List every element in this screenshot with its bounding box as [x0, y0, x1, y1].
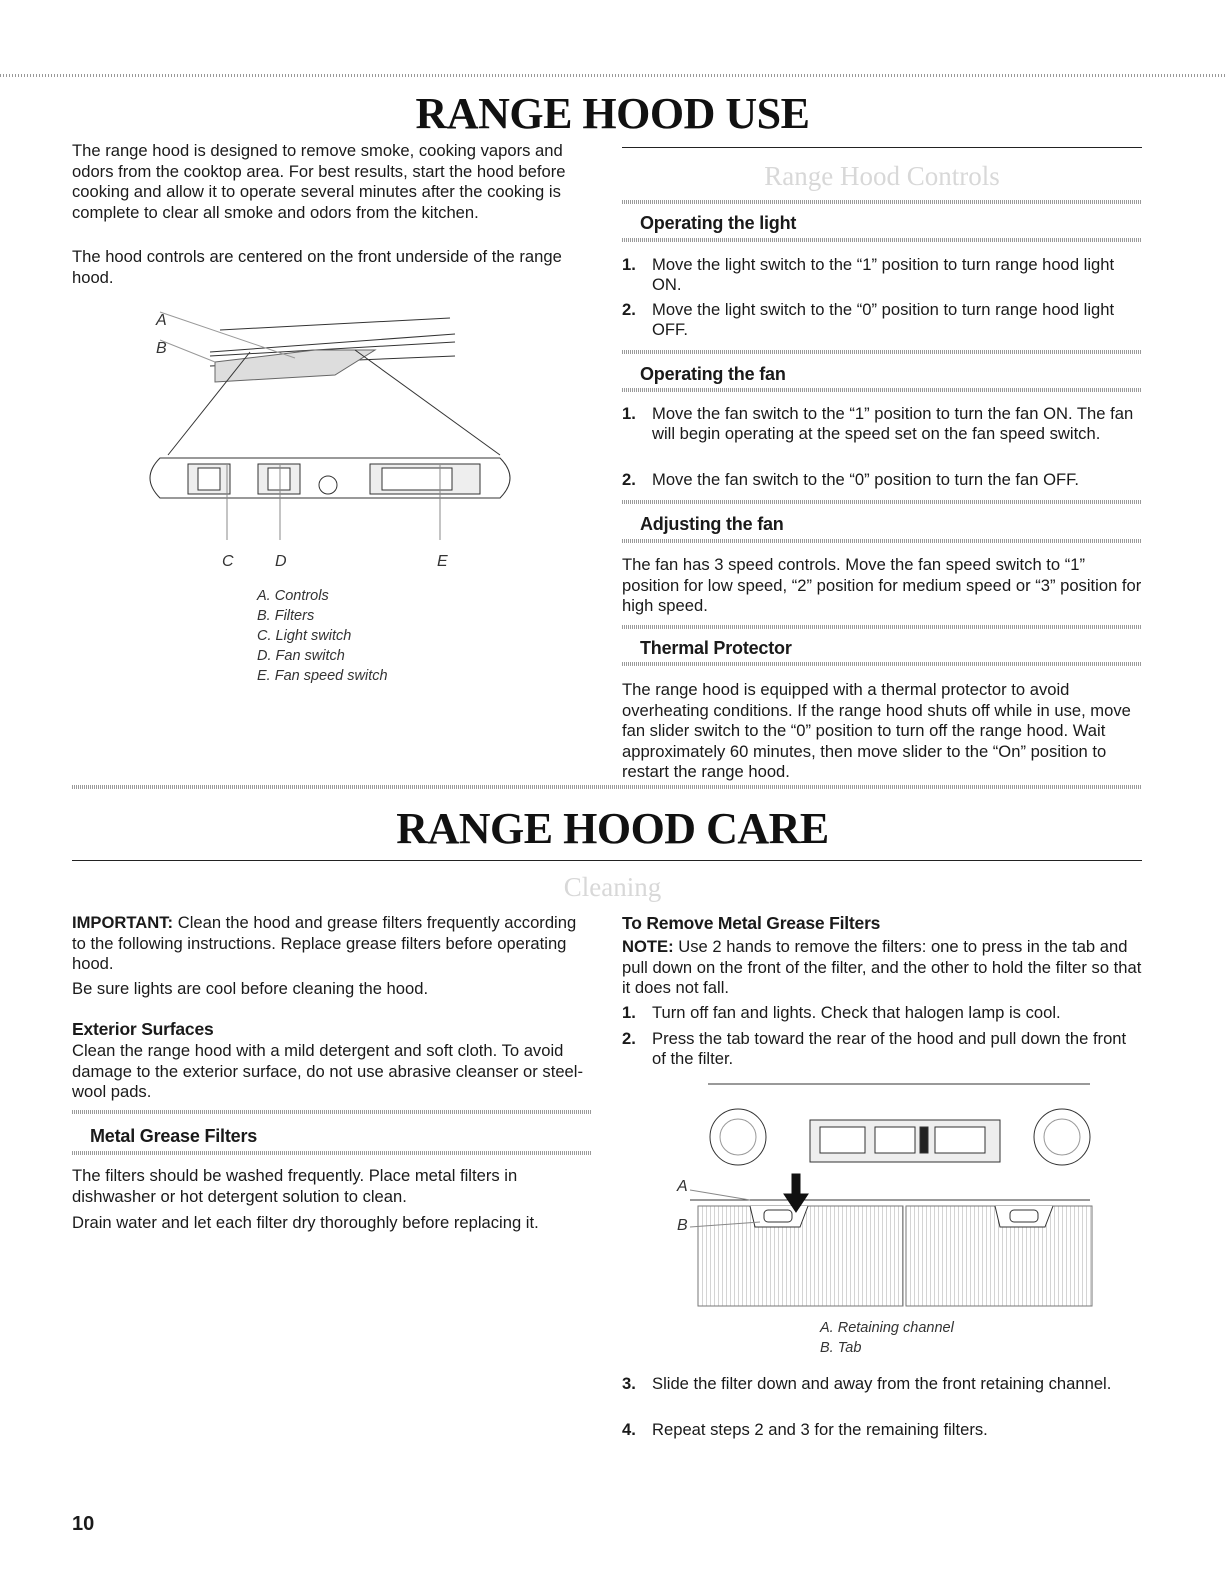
important-paragraph	[72, 913, 592, 975]
step-text: Move the light switch to the “0” position to turn range hood light OFF.	[652, 300, 1115, 339]
hood-controls-diagram	[130, 300, 530, 580]
heading-operating-light: Operating the light	[640, 213, 797, 233]
step-number: 1.	[622, 255, 636, 274]
list-item	[622, 404, 1142, 464]
controls-rule	[622, 147, 1142, 148]
list-item	[622, 1029, 1142, 1069]
rule	[622, 350, 1142, 354]
step-text: Press the tab toward the rear of the hood and pull down the front of the filter.	[652, 1029, 1127, 1068]
rule	[622, 625, 1142, 629]
heading-thermal-protector: Thermal Protector	[640, 638, 792, 658]
list-item	[622, 470, 1142, 490]
step-number: 1.	[622, 404, 636, 423]
list-item	[622, 1003, 1142, 1023]
caption-tab: B. Tab	[820, 1340, 862, 1356]
step-number: 2.	[622, 1029, 636, 1048]
rule	[622, 539, 1142, 543]
caption-filters: B. Filters	[257, 608, 315, 624]
important-text: Clean the hood and grease filters frequently according to the following instructions. Replace grease filters before operating hood.	[72, 913, 577, 973]
step-text: Slide the filter down and away from the front retaining channel.	[652, 1374, 1112, 1393]
label-d: D	[275, 553, 287, 570]
section-divider	[72, 785, 1142, 789]
rule	[622, 238, 1142, 242]
filter-label-a: A	[677, 1178, 688, 1195]
step-text: Repeat steps 2 and 3 for the remaining filters.	[652, 1420, 988, 1439]
top-rule	[0, 74, 1225, 77]
page-number: 10	[72, 1513, 95, 1535]
step-text: Turn off fan and lights. Check that halogen lamp is cool.	[652, 1003, 1061, 1022]
list-item	[622, 1374, 1142, 1414]
rule	[622, 200, 1142, 204]
rule	[622, 500, 1142, 504]
metal-paragraph-1: The filters should be washed frequently. Place metal filters in dishwasher or hot detergent solution to clean.	[72, 1166, 518, 1206]
step-number: 1.	[622, 1003, 636, 1022]
exterior-text: Clean the range hood with a mild detergent and soft cloth. To avoid damage to the exterior surface, do not use abrasive cleanser or steel-wool pads.	[72, 1041, 583, 1101]
list-item	[622, 300, 1142, 340]
adjust-fan-text: The fan has 3 speed controls. Move the fan speed switch to “1” position for low speed, “2” position for medium speed or “3” position for high speed.	[622, 555, 1142, 615]
thermal-text: The range hood is equipped with a thermal protector to avoid overheating conditions. If the range hood shuts off while in use, move fan slider switch to the “0” position to turn off the range hood. Wait approximately 60 minutes, then move slider to the “On” position to restart the range hood.	[622, 680, 1131, 781]
heading-exterior-surfaces: Exterior Surfaces	[72, 1019, 214, 1039]
heading-operating-fan: Operating the fan	[640, 364, 786, 384]
list-item	[622, 255, 1142, 295]
intro-paragraph-1: The range hood is designed to remove smoke, cooking vapors and odors from the cooktop area. For best results, start the hood before cooking and allow it to operate several minutes after the cooking is complete to clear all smoke and odors from the kitchen.	[72, 141, 566, 222]
filter-label-b: B	[677, 1217, 688, 1234]
controls-heading: Range Hood Controls	[764, 161, 1000, 191]
step-number: 3.	[622, 1374, 636, 1393]
label-c: C	[222, 553, 234, 570]
care-rule	[72, 860, 1142, 861]
caption-controls: A. Controls	[257, 588, 329, 604]
caption-light-switch: C. Light switch	[257, 628, 352, 644]
cool-note: Be sure lights are cool before cleaning the hood.	[72, 979, 429, 998]
important-label: IMPORTANT:	[72, 913, 174, 932]
filter-illustration	[690, 1084, 1092, 1306]
rule	[622, 662, 1142, 666]
caption-retaining-channel: A. Retaining channel	[820, 1320, 954, 1336]
step-number: 2.	[622, 300, 636, 319]
step-text: Move the fan switch to the “1” position to turn the fan ON. The fan will begin operating at the speed set on the fan speed switch.	[652, 404, 1134, 443]
heading-metal-grease-filters: Metal Grease Filters	[90, 1126, 258, 1146]
hood-underside-illustration	[150, 312, 510, 540]
rule	[72, 1151, 592, 1155]
note-label: NOTE:	[622, 937, 674, 956]
heading-remove-filters: To Remove Metal Grease Filters	[622, 913, 881, 933]
rule	[72, 1110, 592, 1114]
filter-removal-diagram	[690, 1082, 1110, 1312]
step-number: 2.	[622, 470, 636, 489]
step-text: Move the fan switch to the “0” position to turn the fan OFF.	[652, 470, 1080, 489]
section-title-care: RANGE HOOD CARE	[396, 804, 829, 853]
label-a: A	[156, 312, 167, 329]
list-item	[622, 1420, 1142, 1440]
caption-fan-speed-switch: E. Fan speed switch	[257, 668, 388, 684]
caption-fan-switch: D. Fan switch	[257, 648, 345, 664]
heading-adjusting-fan: Adjusting the fan	[640, 514, 784, 534]
step-text: Move the light switch to the “1” position to turn range hood light ON.	[652, 255, 1115, 294]
intro-paragraph-2: The hood controls are centered on the front underside of the range hood.	[72, 247, 562, 287]
note-paragraph	[622, 937, 1142, 999]
step-number: 4.	[622, 1420, 636, 1439]
rule	[622, 388, 1142, 392]
label-b: B	[156, 340, 167, 357]
cleaning-heading: Cleaning	[563, 872, 662, 902]
metal-paragraph-2: Drain water and let each filter dry thoroughly before replacing it.	[72, 1213, 539, 1232]
label-e: E	[437, 553, 448, 570]
note-text: Use 2 hands to remove the filters: one to press in the tab and pull down on the front of the filter, and the other to hold the filter so that it does not fall.	[622, 937, 1142, 997]
section-title-use: RANGE HOOD USE	[415, 89, 810, 138]
